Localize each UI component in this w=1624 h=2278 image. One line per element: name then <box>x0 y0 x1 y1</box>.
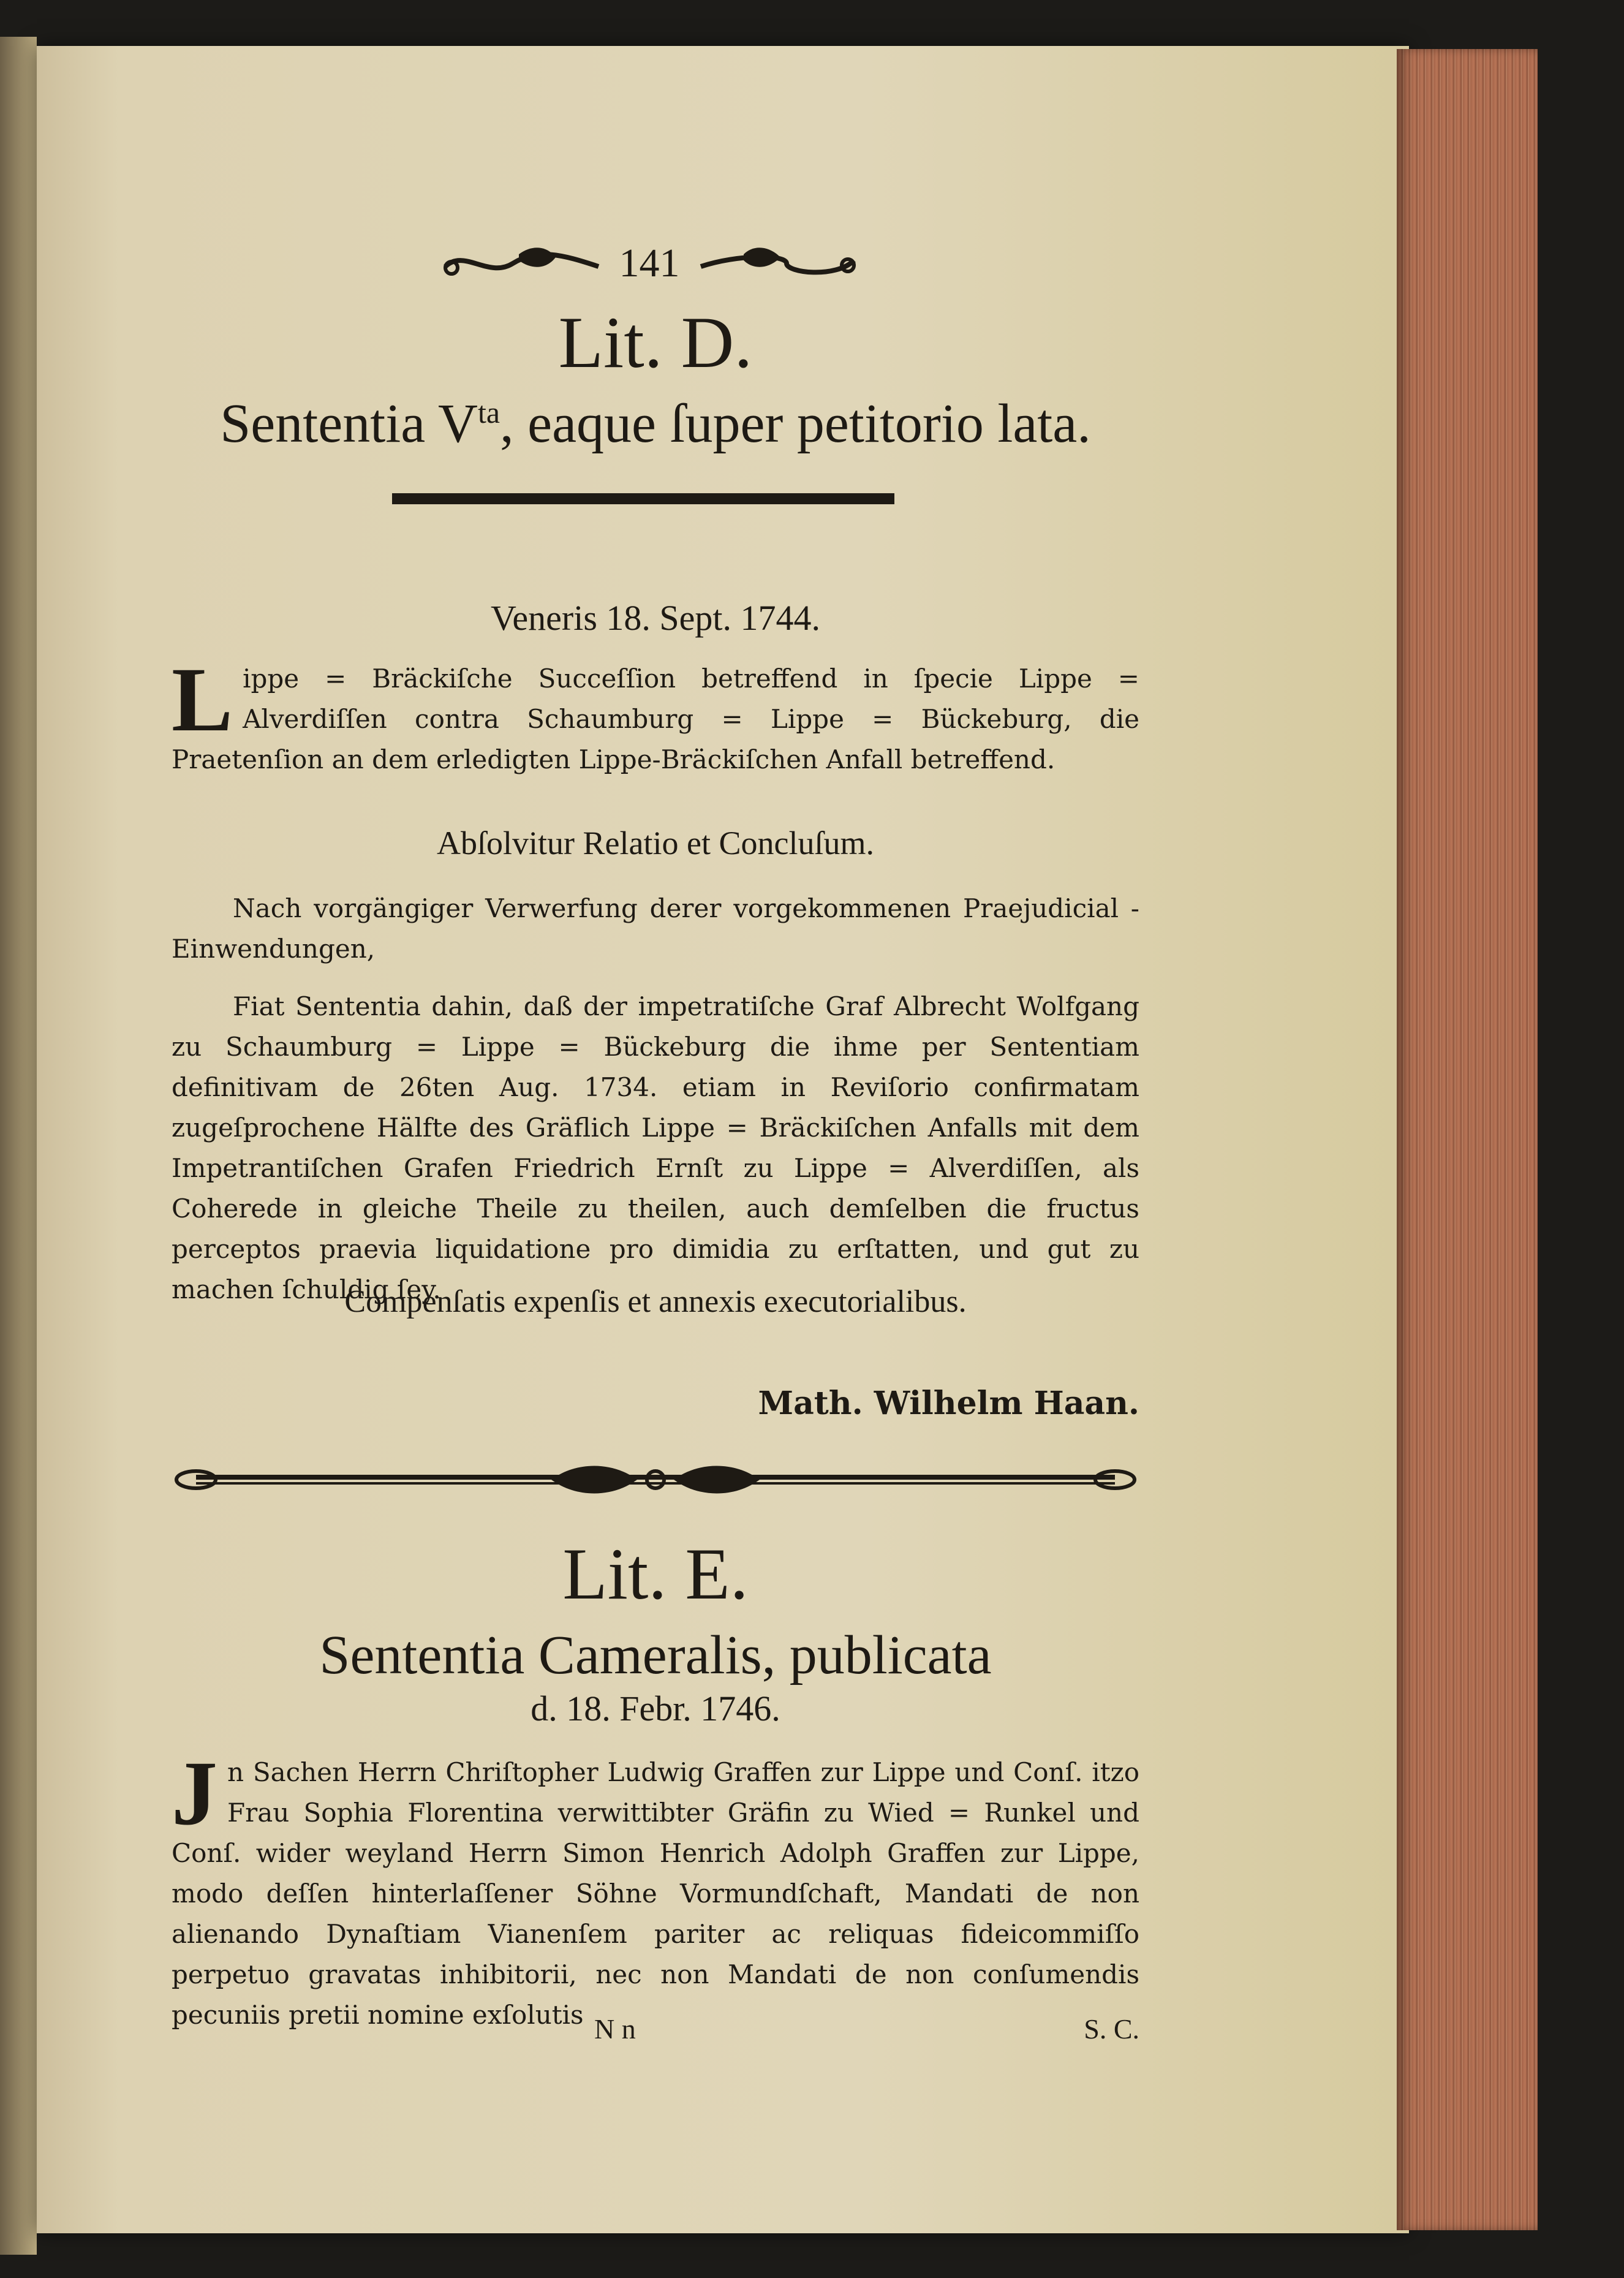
page-number: 141 <box>619 241 680 286</box>
ornament-right-icon <box>695 242 860 285</box>
book-binding-left <box>0 37 37 2255</box>
signature-mark: N n <box>594 2013 636 2045</box>
section-d-intro-text: ippe = Bräckiſche Succeſſion betreffend in ſpecie Lippe = Alverdiſſen contra Schaumburg = Lippe = Bückeburg, die Praetenſion an dem erledigten Lippe-Bräckiſchen Anfall betreffend. <box>172 664 1139 774</box>
page-header <box>417 233 882 294</box>
section-e-date: d. 18. Febr. 1746. <box>531 1689 780 1728</box>
section-e-text <box>172 1743 1139 2035</box>
section-d-subtitle-rest: , eaque ſuper petitorio lata. <box>500 393 1091 454</box>
section-d-paragraph-2: Fiat Sententia dahin, daß der impetratiſche Graf Albrecht Wolfgang zu Schaumburg = Lippe = Bückeburg die ihme per Sententiam definitivam de 26ten Aug. 1734. etiam in Reviſorio confirmatam zugeſprochene Hälfte des Gräflich Lippe = Bräckiſchen Anfalls mit dem Impetrantiſchen Grafen Friedrich Ernſt zu Lippe = Alverdiſſen, als Coherede in gleiche Theile zu theilen, auch demſelben die fructus perceptos praevia liquidatione pro dimidia zu erſtatten, und gut zu machen ſchuldig ſey. <box>172 991 1139 1304</box>
section-d-title: Lit. D. <box>558 301 753 383</box>
section-d-date: Veneris 18. Sept. 1744. <box>490 598 821 638</box>
catchword: S. C. <box>1084 2013 1139 2045</box>
title-rule <box>392 493 894 504</box>
ornament-left-icon <box>439 242 605 285</box>
page-edges <box>1397 49 1538 2230</box>
section-e-title: Lit. E. <box>562 1533 749 1614</box>
section-e-dropcap: J <box>172 1743 217 1844</box>
section-e-body: n Sachen Herrn Chriſtopher Ludwig Graffen zur Lippe und Conſ. itzo Frau Sophia Florentina verwittibter Gräfin zu Wied = Runkel und Conſ. wider weyland Herrn Simon Henrich Adolph Graffen zur Lippe, modo deſſen hinterlaſſener Söhne Vormundſchaft, Mandati de non alienando Dynaſtiam Vianenſem pariter ac reliquas fideicommiſſo perpetuo gravatas inhibitorii, nec non Mandati de non conſumendis pecuniis pretii nomine exſolutis <box>172 1757 1139 2030</box>
background-shadow <box>1538 49 1624 2230</box>
section-d-subtitle-main: Sententia V <box>220 393 478 454</box>
section-d-subtitle-sup: ta <box>478 395 500 429</box>
section-d-dropcap: L <box>172 649 233 751</box>
compensatis-line: Compenſatis expenſis et annexis executorialibus. <box>344 1284 967 1319</box>
ornamental-divider <box>172 1461 1139 1498</box>
signature: Math. Wilhelm Haan. <box>758 1385 1139 1422</box>
absolvitur-heading: Abſolvitur Relatio et Concluſum. <box>437 825 874 861</box>
section-d-paragraph-1: Nach vorgängiger Verwerfung derer vorgekommenen Praejudicial - Einwendungen, <box>172 893 1139 964</box>
section-d-subtitle <box>172 392 1139 455</box>
section-d-intro <box>172 649 1139 780</box>
section-e-subtitle: Sententia Cameralis, publicata <box>319 1625 992 1686</box>
